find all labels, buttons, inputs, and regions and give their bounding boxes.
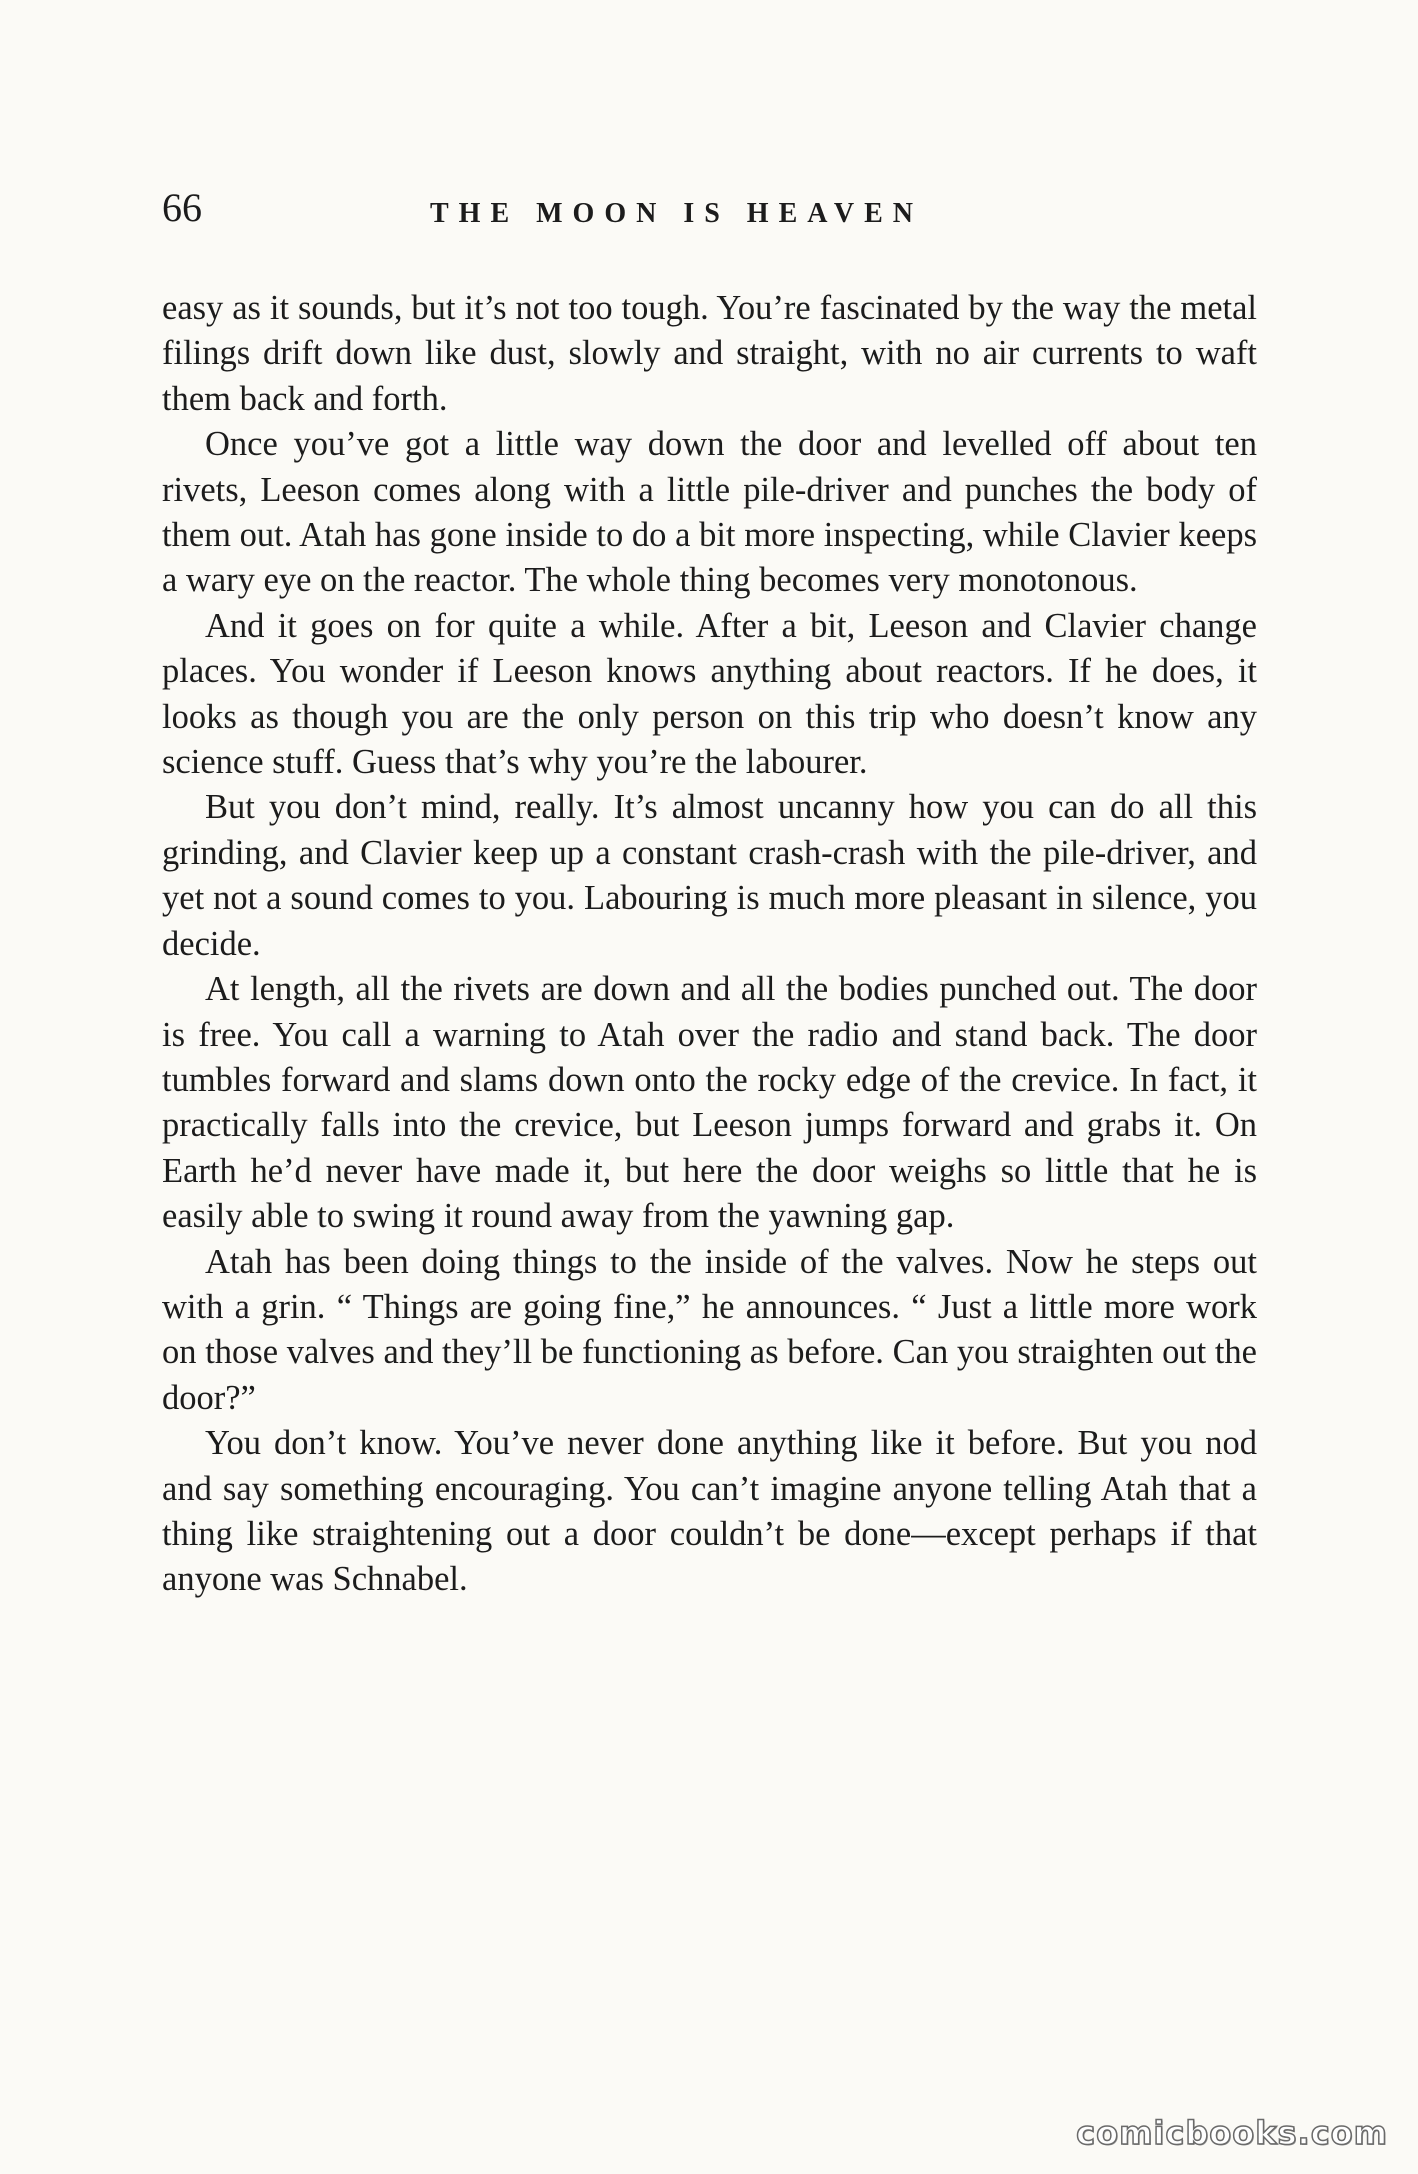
paragraph-4: But you don’t mind, really. It’s almost uncanny how you can do all this grinding, and Clavier keep up a constant crash-crash with the pile-driver, and yet not a sound comes to you. Labouring is much more pleasant in silence, you decide. — [162, 788, 1257, 963]
paragraph-6: Atah has been doing things to the inside of the valves. Now he steps out with a grin. “ Things are going fine,” he announces. “ Just a little more work on those valves and they’ll be functioning as before. Can you straighten out the door?” — [162, 1242, 1257, 1417]
paragraph-3: And it goes on for quite a while. After a bit, Leeson and Clavier change places. You wonder if Leeson knows anything about reactors. If he does, it looks as though you are the only person on this trip who doesn’t know any science stuff. Guess that’s why you’re the labourer. — [162, 606, 1257, 782]
paragraph-2: Once you’ve got a little way down the door and levelled off about ten rivets, Leeson comes along with a little pile-driver and punches the body of them out. Atah has gone inside to do a bit more inspecting, while Clavier keeps a wary eye on the reactor. The whole thing becomes very monotonous. — [162, 425, 1257, 600]
site-watermark: comicbooks.com — [1076, 2114, 1388, 2152]
body-text — [162, 286, 1257, 1603]
paragraph-5: At length, all the rivets are down and all the bodies punched out. The door is free. You call a warning to Atah over the radio and stand back. The door tumbles forward and slams down onto the rocky edge of the crevice. In fact, it practically falls into the crevice, but Leeson jumps forward and grabs it. On Earth he’d never have made it, but here the door weighs so little that he is easily able to swing it round away from the yawning gap. — [162, 970, 1257, 1236]
paragraph-7: You don’t know. You’ve never done anything like it before. But you nod and say something encouraging. You can’t imagine anyone telling Atah that a thing like straightening out a door couldn’t be done—except perhaps if that anyone was Schnabel. — [162, 1424, 1257, 1599]
running-head: THE MOON IS HEAVEN — [430, 198, 923, 229]
paragraph-1: easy as it sounds, but it’s not too tough. You’re fascinated by the way the metal filings drift down like dust, slowly and straight, with no air currents to waft them back and forth. — [162, 289, 1257, 418]
page-number: 66 — [162, 185, 202, 230]
